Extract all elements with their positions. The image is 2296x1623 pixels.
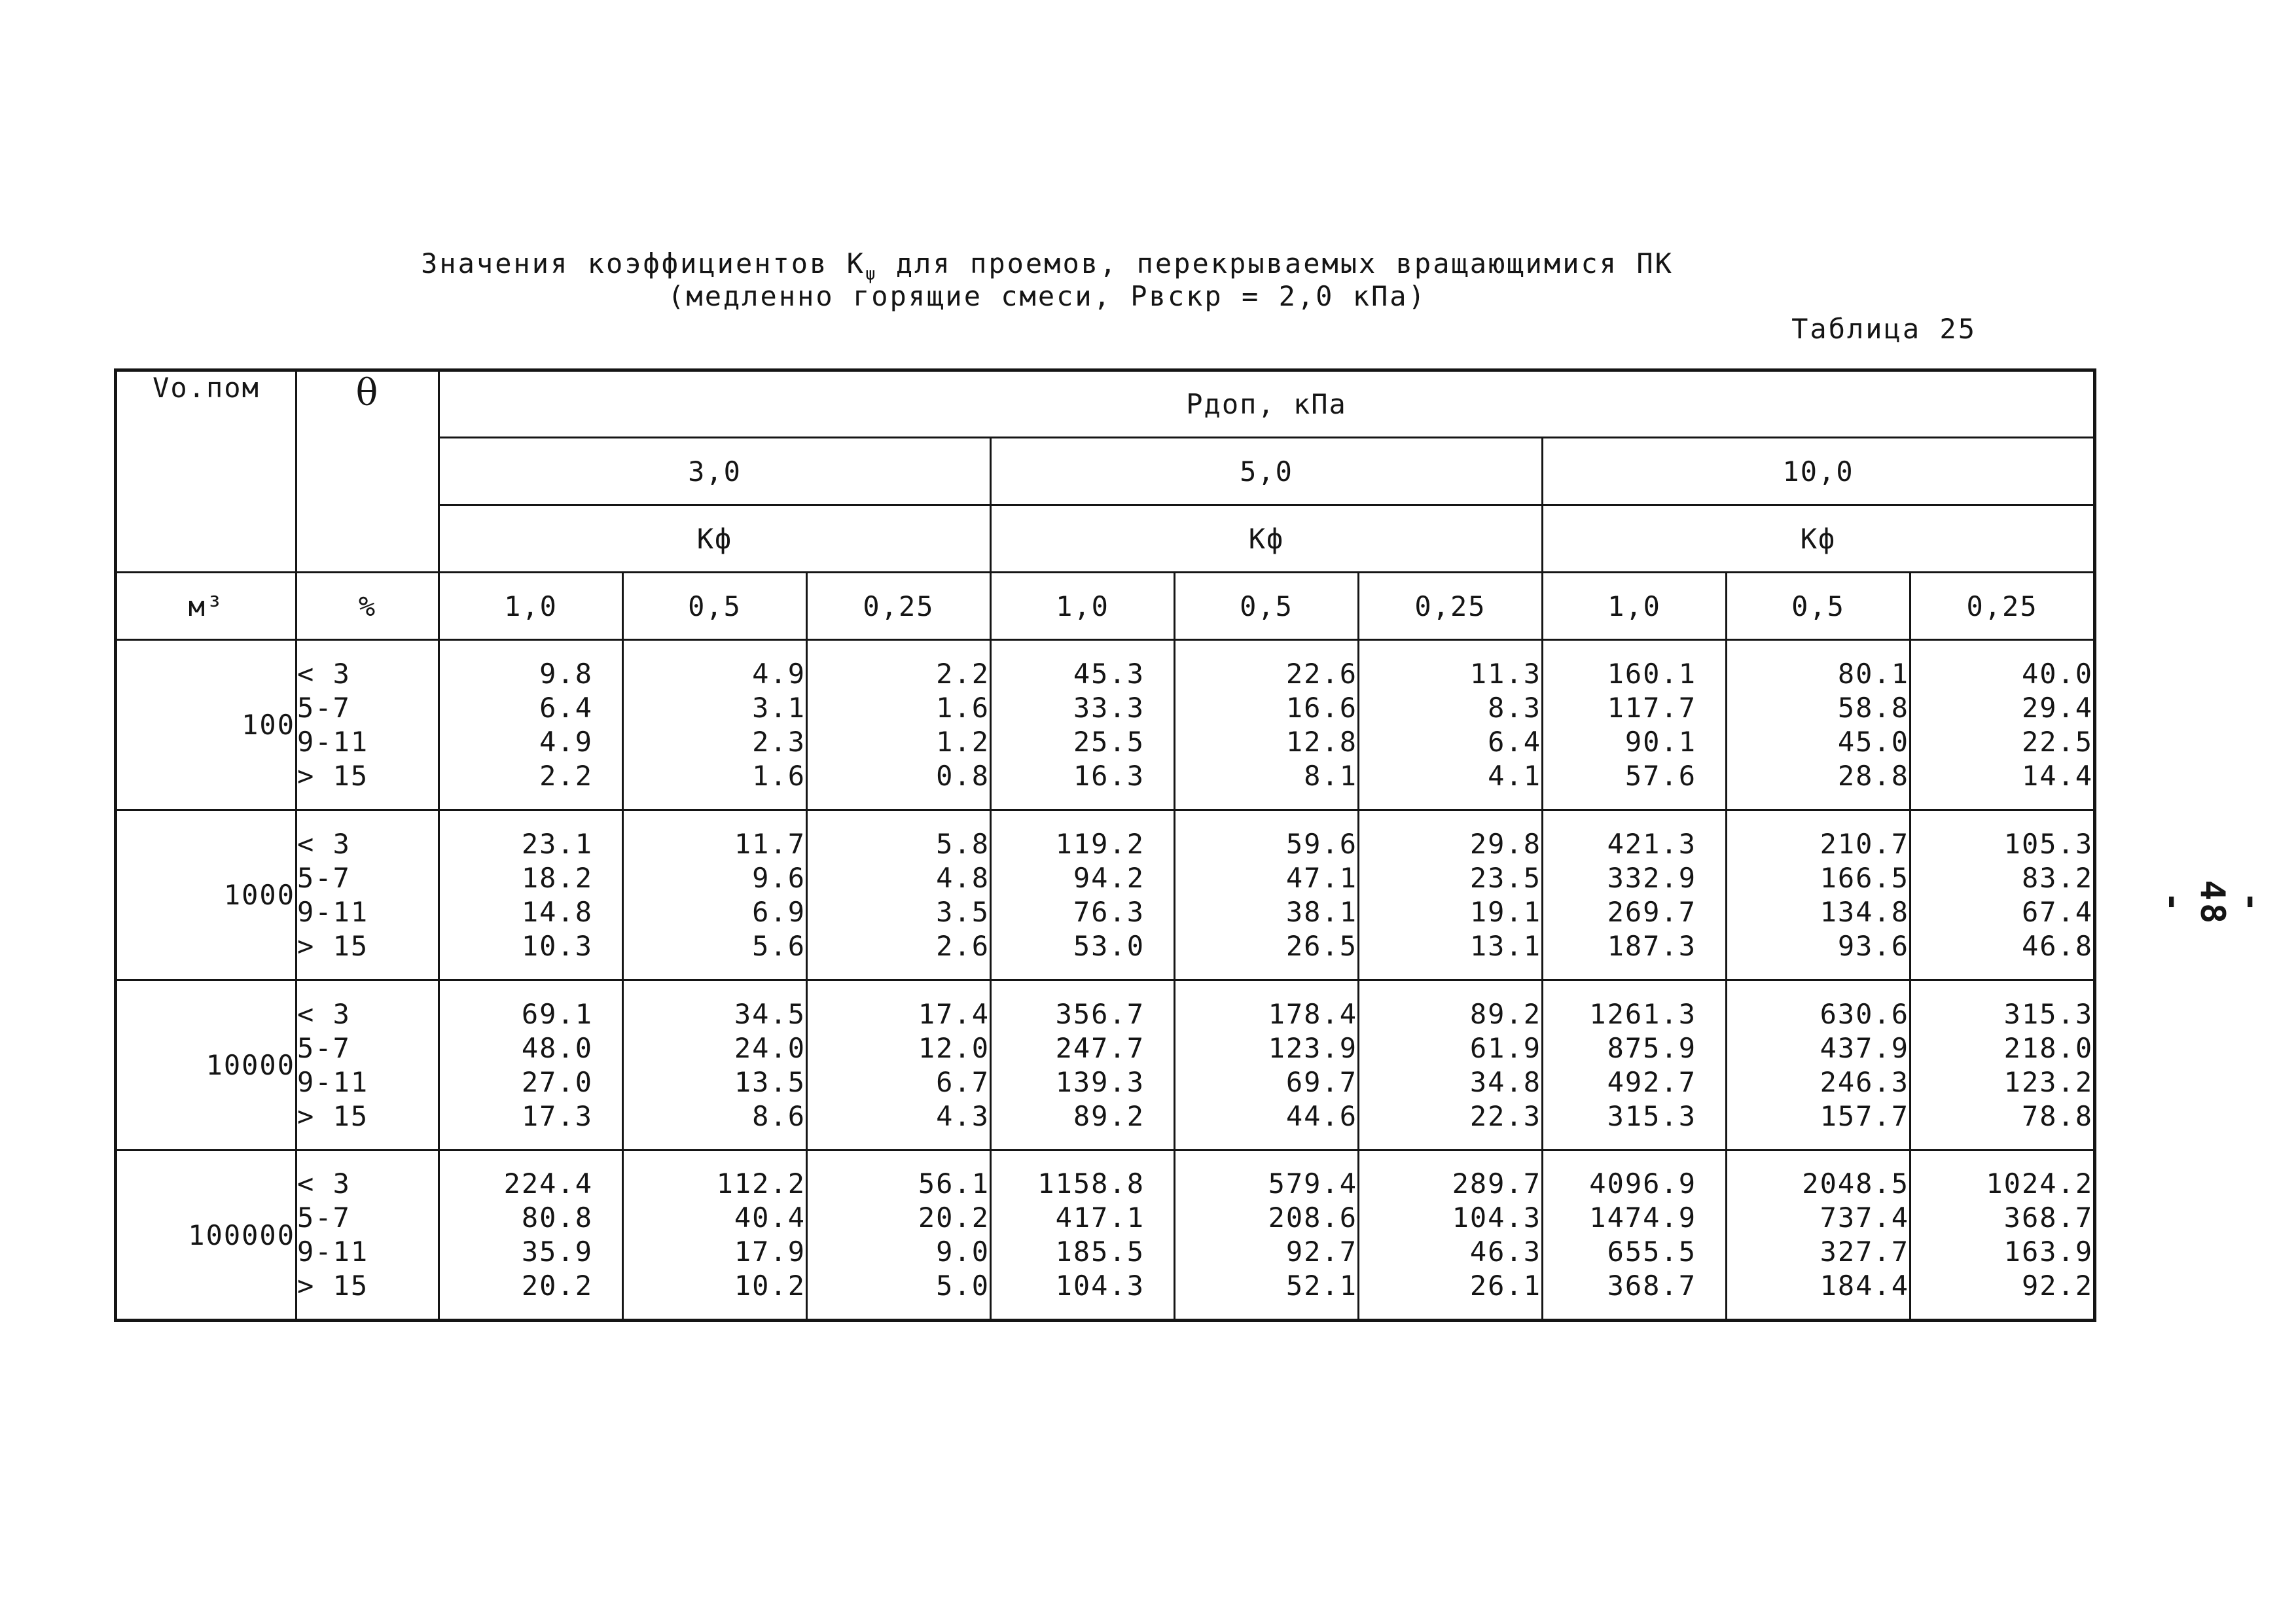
coefficient-value: 22.3	[1469, 1099, 1541, 1132]
coefficient-value: 28.8	[1837, 759, 1909, 792]
coefficient-value: 83.2	[2021, 861, 2094, 894]
k-value: 0,5	[1175, 573, 1359, 640]
coefficient-value: 18.2	[521, 861, 593, 894]
coefficient-value: 8.3	[1488, 691, 1541, 724]
theta-range: > 15	[297, 1099, 369, 1132]
coefficient-value: 40.4	[734, 1202, 806, 1234]
coefficient-value: 166.5	[1820, 861, 1909, 894]
coefficient-value: 90.1	[1624, 725, 1696, 758]
coefficient-value: 185.5	[1055, 1236, 1145, 1268]
value-cell	[807, 980, 991, 1150]
coefficient-value: 17.4	[918, 997, 990, 1030]
value-cell	[623, 980, 807, 1150]
coefficient-value: 4.9	[539, 725, 593, 758]
value-cell	[439, 810, 623, 980]
coefficient-value: 105.3	[2003, 827, 2094, 860]
coefficient-value: 6.9	[752, 895, 806, 928]
value-cell	[1543, 1150, 1727, 1321]
value-cell	[991, 640, 1175, 810]
value-cell	[1175, 810, 1359, 980]
value-cell	[1175, 640, 1359, 810]
coefficient-value: 69.7	[1285, 1065, 1357, 1098]
coefficient-value: 27.0	[521, 1065, 593, 1098]
coefficient-value: 93.6	[1837, 929, 1909, 962]
coefficient-value: 24.0	[734, 1031, 806, 1064]
coefficient-value: 1158.8	[1037, 1168, 1145, 1200]
value-cell	[1727, 640, 1910, 810]
coefficient-value: 8.1	[1304, 759, 1357, 792]
value-cell	[1910, 980, 2095, 1150]
coefficient-value: 2.2	[539, 759, 593, 792]
coefficient-value: 23.1	[521, 827, 593, 860]
page-number: - 48 -	[2153, 880, 2271, 927]
coefficient-value: 630.6	[1820, 997, 1909, 1030]
coefficient-value: 3.5	[936, 895, 990, 928]
coefficient-value: 368.7	[1607, 1270, 1696, 1302]
value-cell	[1543, 980, 1727, 1150]
coefficient-value: 224.4	[503, 1168, 593, 1200]
coefficient-value: 11.3	[1469, 657, 1541, 690]
coefficient-value: 4.3	[936, 1099, 990, 1132]
volume-value: 100	[116, 640, 296, 810]
coefficient-value: 47.1	[1285, 861, 1357, 894]
value-cell	[1359, 810, 1543, 980]
coefficient-value: 6.4	[539, 691, 593, 724]
coefficient-value: 8.6	[752, 1099, 806, 1132]
coefficient-value: 157.7	[1820, 1099, 1909, 1132]
coefficient-value: 5.0	[936, 1270, 990, 1302]
theta-range: 9-11	[297, 1236, 369, 1268]
coefficient-value: 2.2	[936, 657, 990, 690]
coefficient-value: 289.7	[1452, 1168, 1541, 1200]
coefficient-value: 4096.9	[1589, 1168, 1696, 1200]
k-value: 1,0	[1543, 573, 1727, 640]
coefficient-value: 33.3	[1073, 691, 1145, 724]
volume-unit: м³	[116, 573, 296, 640]
coefficient-value: 16.6	[1285, 691, 1357, 724]
volume-value: 10000	[116, 980, 296, 1150]
value-cell	[991, 980, 1175, 1150]
value-cell	[1910, 1150, 2095, 1321]
coefficient-value: 327.7	[1820, 1236, 1909, 1268]
table-row	[116, 640, 2095, 810]
coefficient-value: 218.0	[2003, 1031, 2094, 1064]
coefficient-value: 9.0	[936, 1236, 990, 1268]
coefficient-value: 92.2	[2021, 1270, 2094, 1302]
coefficient-value: 437.9	[1820, 1031, 1909, 1064]
coefficient-value: 22.6	[1285, 657, 1357, 690]
theta-range: > 15	[297, 1270, 369, 1302]
coefficient-value: 4.9	[752, 657, 806, 690]
coefficient-value: 78.8	[2021, 1099, 2094, 1132]
coefficient-value: 10.3	[521, 929, 593, 962]
theta-ranges	[296, 980, 439, 1150]
table-row	[116, 980, 2095, 1150]
theta-range: 9-11	[297, 895, 369, 928]
coefficient-value: 6.7	[936, 1065, 990, 1098]
coefficient-value: 208.6	[1268, 1202, 1357, 1234]
coefficient-value: 2.6	[936, 929, 990, 962]
k-value: 0,25	[1910, 573, 2095, 640]
coefficient-value: 160.1	[1607, 657, 1696, 690]
coefficient-value: 104.3	[1452, 1202, 1541, 1234]
theta-range: < 3	[297, 1168, 351, 1200]
coefficient-value: 119.2	[1055, 827, 1145, 860]
coefficient-value: 58.8	[1837, 691, 1909, 724]
coefficient-value: 6.4	[1488, 725, 1541, 758]
value-cell	[991, 810, 1175, 980]
table-row	[116, 810, 2095, 980]
coefficient-value: 29.4	[2021, 691, 2094, 724]
coefficient-value: 5.8	[936, 827, 990, 860]
coefficient-value: 76.3	[1073, 895, 1145, 928]
coefficient-value: 52.1	[1285, 1270, 1357, 1302]
value-cell	[439, 980, 623, 1150]
title-prefix: Значения коэффициентов K	[421, 247, 865, 279]
coefficient-value: 1474.9	[1589, 1202, 1696, 1234]
coefficient-value: 1261.3	[1589, 997, 1696, 1030]
pressure-value: 3,0	[439, 438, 991, 505]
value-cell	[991, 1150, 1175, 1321]
theta-range: 5-7	[297, 691, 351, 724]
coefficient-value: 2048.5	[1802, 1168, 1909, 1200]
coefficient-value: 94.2	[1073, 861, 1145, 894]
coefficient-value: 20.2	[521, 1270, 593, 1302]
coefficient-value: 1024.2	[1986, 1168, 2094, 1200]
coefficient-value: 14.8	[521, 895, 593, 928]
coefficient-value: 38.1	[1285, 895, 1357, 928]
volume-header: Vo.пом	[116, 370, 296, 573]
coefficient-value: 4.1	[1488, 759, 1541, 792]
coefficient-value: 123.2	[2003, 1065, 2094, 1098]
coefficient-value: 163.9	[2003, 1236, 2094, 1268]
coefficient-value: 26.1	[1469, 1270, 1541, 1302]
coefficient-value: 34.8	[1469, 1065, 1541, 1098]
coefficient-value: 139.3	[1055, 1065, 1145, 1098]
coefficient-value: 14.4	[2021, 759, 2094, 792]
coefficient-value: 45.3	[1073, 657, 1145, 690]
coefficient-value: 332.9	[1607, 861, 1696, 894]
coefficient-value: 89.2	[1469, 997, 1541, 1030]
value-cell	[807, 1150, 991, 1321]
volume-value: 1000	[116, 810, 296, 980]
table-row	[116, 1150, 2095, 1321]
theta-range: < 3	[297, 827, 351, 860]
theta-range: < 3	[297, 997, 351, 1030]
coefficient-value: 59.6	[1285, 827, 1357, 860]
coefficient-value: 356.7	[1055, 997, 1145, 1030]
theta-range: 5-7	[297, 861, 351, 894]
coefficient-value: 19.1	[1469, 895, 1541, 928]
coefficient-value: 10.2	[734, 1270, 806, 1302]
value-cell	[1175, 980, 1359, 1150]
coefficient-value: 9.8	[539, 657, 593, 690]
coefficient-value: 45.0	[1837, 725, 1909, 758]
coefficient-value: 17.3	[521, 1099, 593, 1132]
coefficient-value: 117.7	[1607, 691, 1696, 724]
theta-ranges	[296, 1150, 439, 1321]
theta-range: 5-7	[297, 1202, 351, 1234]
coefficient-value: 53.0	[1073, 929, 1145, 962]
coefficient-table	[114, 368, 2096, 1322]
coefficient-value: 26.5	[1285, 929, 1357, 962]
coefficient-value: 1.6	[936, 691, 990, 724]
coefficient-value: 61.9	[1469, 1031, 1541, 1064]
coefficient-value: 246.3	[1820, 1065, 1909, 1098]
coefficient-value: 46.8	[2021, 929, 2094, 962]
coefficient-value: 5.6	[752, 929, 806, 962]
theta-range: < 3	[297, 657, 351, 690]
value-cell	[623, 640, 807, 810]
coefficient-value: 56.1	[918, 1168, 990, 1200]
coefficient-value: 29.8	[1469, 827, 1541, 860]
coefficient-value: 178.4	[1268, 997, 1357, 1030]
coefficient-value: 9.6	[752, 861, 806, 894]
value-cell	[1727, 1150, 1910, 1321]
coefficient-value: 16.3	[1073, 759, 1145, 792]
value-cell	[623, 1150, 807, 1321]
table-number-label: Таблица 25	[1791, 313, 1977, 345]
value-cell	[1359, 980, 1543, 1150]
k-label: Kф	[439, 505, 991, 573]
coefficient-value: 421.3	[1607, 827, 1696, 860]
value-cell	[1175, 1150, 1359, 1321]
coefficient-value: 57.6	[1624, 759, 1696, 792]
coefficient-value: 492.7	[1607, 1065, 1696, 1098]
coefficient-value: 4.8	[936, 861, 990, 894]
k-value: 0,5	[623, 573, 807, 640]
coefficient-value: 12.8	[1285, 725, 1357, 758]
coefficient-value: 44.6	[1285, 1099, 1357, 1132]
coefficient-value: 20.2	[918, 1202, 990, 1234]
value-cell	[807, 640, 991, 810]
value-cell	[1359, 640, 1543, 810]
coefficient-value: 187.3	[1607, 929, 1696, 962]
k-value: 1,0	[439, 573, 623, 640]
coefficient-value: 368.7	[2003, 1202, 2094, 1234]
coefficient-value: 11.7	[734, 827, 806, 860]
theta-range: > 15	[297, 759, 369, 792]
coefficient-value: 134.8	[1820, 895, 1909, 928]
coefficient-value: 12.0	[918, 1031, 990, 1064]
coefficient-value: 104.3	[1055, 1270, 1145, 1302]
coefficient-value: 0.8	[936, 759, 990, 792]
coefficient-value: 23.5	[1469, 861, 1541, 894]
pressure-header: Рдоп, кПа	[439, 370, 2095, 438]
coefficient-value: 210.7	[1820, 827, 1909, 860]
theta-header: θ	[296, 370, 439, 573]
coefficient-value: 112.2	[716, 1168, 806, 1200]
coefficient-value: 17.9	[734, 1236, 806, 1268]
coefficient-value: 13.1	[1469, 929, 1541, 962]
value-cell	[1727, 980, 1910, 1150]
table-subtitle: (медленно горящие смеси, Рвскр = 2,0 кПа)	[668, 280, 1427, 312]
title-suffix: для проемов, перекрываемых вращающимися ПК	[877, 247, 1674, 279]
pressure-value: 5,0	[991, 438, 1543, 505]
coefficient-value: 35.9	[521, 1236, 593, 1268]
k-value: 0,5	[1727, 573, 1910, 640]
theta-range: > 15	[297, 929, 369, 962]
coefficient-value: 48.0	[521, 1031, 593, 1064]
coefficient-value: 22.5	[2021, 725, 2094, 758]
theta-range: 9-11	[297, 1065, 369, 1098]
coefficient-value: 92.7	[1285, 1236, 1357, 1268]
coefficient-value: 67.4	[2021, 895, 2094, 928]
value-cell	[1543, 640, 1727, 810]
title-subscript: ψ	[865, 264, 878, 284]
coefficient-value: 80.8	[521, 1202, 593, 1234]
coefficient-value: 46.3	[1469, 1236, 1541, 1268]
coefficient-value: 1.6	[752, 759, 806, 792]
coefficient-value: 34.5	[734, 997, 806, 1030]
coefficient-value: 89.2	[1073, 1099, 1145, 1132]
coefficient-value: 40.0	[2021, 657, 2094, 690]
coefficient-value: 737.4	[1820, 1202, 1909, 1234]
value-cell	[1910, 810, 2095, 980]
coefficient-value: 1.2	[936, 725, 990, 758]
coefficient-value: 3.1	[752, 691, 806, 724]
coefficient-value: 875.9	[1607, 1031, 1696, 1064]
volume-value: 100000	[116, 1150, 296, 1321]
coefficient-value: 315.3	[1607, 1099, 1696, 1132]
value-cell	[439, 640, 623, 810]
coefficient-value: 269.7	[1607, 895, 1696, 928]
k-value: 1,0	[991, 573, 1175, 640]
coefficient-value: 69.1	[521, 997, 593, 1030]
coefficient-value: 13.5	[734, 1065, 806, 1098]
value-cell	[807, 810, 991, 980]
coefficient-value: 247.7	[1055, 1031, 1145, 1064]
theta-range: 9-11	[297, 725, 369, 758]
coefficient-value: 315.3	[2003, 997, 2094, 1030]
theta-range: 5-7	[297, 1031, 351, 1064]
theta-unit: %	[296, 573, 439, 640]
coefficient-value: 2.3	[752, 725, 806, 758]
k-label: Kф	[991, 505, 1543, 573]
value-cell	[1727, 810, 1910, 980]
value-cell	[1910, 640, 2095, 810]
coefficient-value: 25.5	[1073, 725, 1145, 758]
k-label: Kф	[1543, 505, 2095, 573]
coefficient-value: 655.5	[1607, 1236, 1696, 1268]
k-value: 0,25	[807, 573, 991, 640]
value-cell	[623, 810, 807, 980]
pressure-value: 10,0	[1543, 438, 2095, 505]
theta-ranges	[296, 810, 439, 980]
coefficient-value: 417.1	[1055, 1202, 1145, 1234]
coefficient-value: 123.9	[1268, 1031, 1357, 1064]
value-cell	[1543, 810, 1727, 980]
value-cell	[439, 1150, 623, 1321]
coefficient-value: 184.4	[1820, 1270, 1909, 1302]
theta-ranges	[296, 640, 439, 810]
coefficient-value: 80.1	[1837, 657, 1909, 690]
coefficient-value: 579.4	[1268, 1168, 1357, 1200]
value-cell	[1359, 1150, 1543, 1321]
k-value: 0,25	[1359, 573, 1543, 640]
